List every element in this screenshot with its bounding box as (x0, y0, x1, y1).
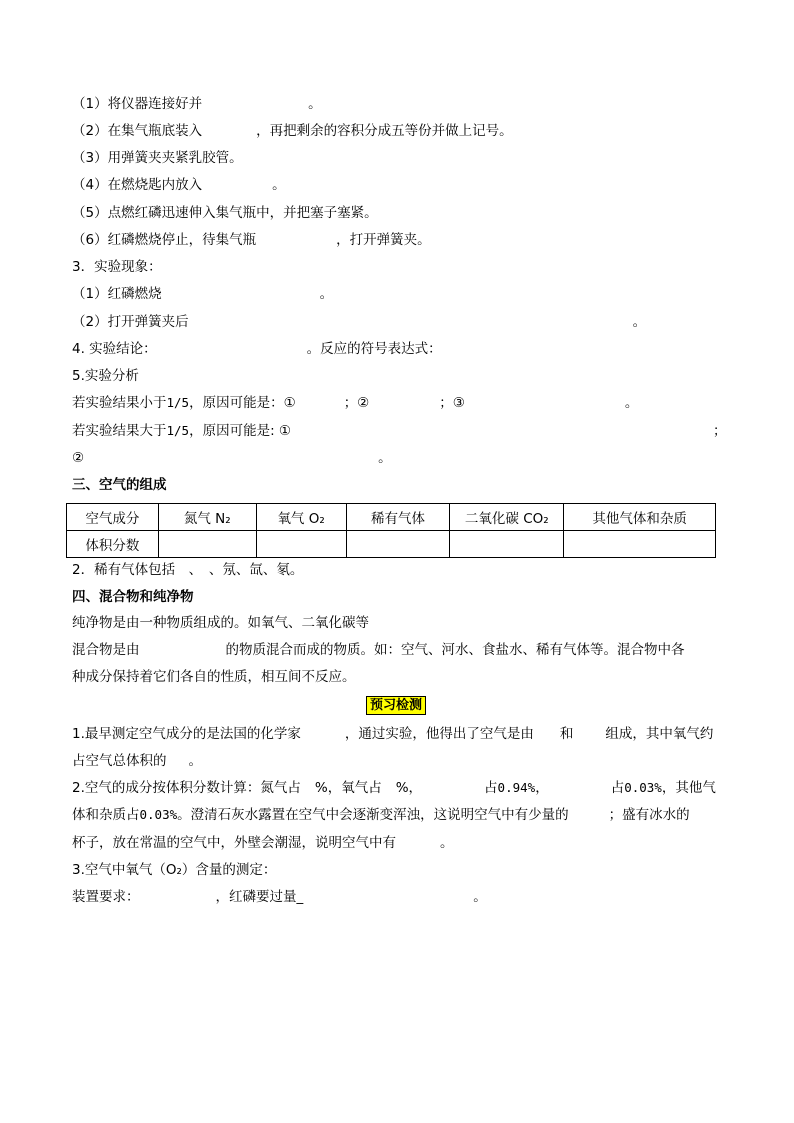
analysis-less (72, 394, 638, 412)
question-2-cont (72, 806, 690, 824)
question-1-cont (72, 752, 202, 770)
analysis-more-frac: 1/5 (166, 423, 190, 438)
q3-req: 装置要求： (72, 889, 140, 905)
step-3-text: （3）用弹簧夹夹紧乳胶管。 (72, 150, 243, 166)
q1-f: 。 (188, 753, 202, 769)
table-header-cell: 其他气体和杂质 (564, 504, 716, 531)
table-cell-blank[interactable] (564, 531, 716, 558)
section-4-title: 四、混合物和纯净物 (72, 589, 194, 605)
analysis-less-b: ，原因可能是：① (189, 395, 296, 411)
step-4-text: （4）在燃烧匙内放入 (72, 177, 203, 193)
question-2-cont-2 (72, 834, 454, 852)
q1-e: 占空气总体积的 (72, 753, 167, 769)
phenomena-1-end: 。 (319, 286, 334, 302)
q2-j: ；盛有冰水的 (608, 807, 690, 823)
step-3 (72, 149, 243, 167)
analysis-title: 5.实验分析 (72, 368, 139, 384)
pure-substance-definition: 纯净物是由一种物质组成的。如氧气、二氧化碳等 (72, 615, 369, 631)
question-3: 3.空气中氧气（O₂）含量的测定： (72, 862, 277, 878)
mixture-a: 混合物是由 (72, 642, 140, 658)
q2-i: 。澄清石灰水露置在空气中会逐渐变浑浊，这说明空气中有少量的 (177, 807, 569, 823)
q1-a: 1.最早测定空气成分的是法国的化学家 (72, 726, 301, 742)
q2-k: 杯子，放在常温的空气中，外壁会潮湿，说明空气中有 (72, 835, 396, 851)
step-1-text: （1）将仪器连接好并 (72, 96, 203, 112)
q3-req-b: ，红磷要过量_ (215, 889, 304, 905)
table-header-row (67, 504, 716, 531)
mixture-b: 的物质混合而成的物质。如：空气、河水、食盐水、稀有气体等。混合物中各 (225, 642, 685, 658)
q2-f: 占 (610, 780, 625, 796)
q2-f-val: 0.03% (624, 780, 662, 795)
q2-c: %， (395, 780, 423, 796)
table-cell-blank[interactable] (256, 531, 346, 558)
step-6-text-b: ，打开弹簧夹。 (336, 232, 431, 248)
phenomena-title: 3．实验现象： (72, 259, 162, 275)
phenomena-1 (72, 285, 333, 303)
analysis-less-a: 若实验结果小于 (72, 395, 167, 411)
step-1-end: 。 (308, 96, 322, 112)
table-header-cell: 氧气 O₂ (256, 504, 346, 531)
phenomena-2 (72, 313, 646, 331)
noble-gases-note: 2．稀有气体包括 、 、氖、氙、氡。 (72, 562, 304, 578)
conclusion-label: 4. 实验结论： (72, 341, 157, 357)
table-cell-blank[interactable] (450, 531, 564, 558)
analysis-more-a: 若实验结果大于 (72, 423, 167, 439)
conclusion-equation-label: 。反应的符号表达式： (306, 341, 442, 357)
q3-req-end: 。 (473, 889, 487, 905)
table-header-cell: 氮气 N₂ (158, 504, 256, 531)
table-cell-blank[interactable] (158, 531, 256, 558)
q2-d: 占 (484, 780, 498, 796)
question-2 (72, 779, 716, 797)
q2-b: %，氧气占 (314, 780, 382, 796)
section-3-title: 三、空气的组成 (72, 477, 167, 493)
analysis-more-2-label: ② (72, 450, 85, 466)
phenomena-2-end: 。 (632, 314, 647, 330)
analysis-less-d: ；③ (439, 395, 465, 411)
analysis-less-c: ；② (343, 395, 370, 411)
q2-g: ，其他气 (661, 780, 716, 796)
table-cell-blank[interactable] (346, 531, 450, 558)
question-3-requirement (72, 888, 487, 906)
step-2-text-a: （2）在集气瓶底装入 (72, 123, 203, 139)
analysis-less-end: 。 (624, 395, 639, 411)
analysis-more-semicolon: ； (713, 423, 727, 439)
conclusion (72, 340, 442, 358)
question-1 (72, 725, 713, 743)
phenomena-1-text: （1）红磷燃烧 (72, 286, 162, 302)
table-header-cell: 空气成分 (67, 504, 159, 531)
analysis-more-end: 。 (378, 450, 392, 466)
q1-b: ，通过实验，他得出了空气是由 (344, 726, 534, 742)
q1-c: 和 (559, 726, 574, 742)
step-2 (72, 122, 513, 140)
q2-a: 2.空气的成分按体积分数计算：氮气占 (72, 780, 301, 796)
air-composition-table (66, 503, 716, 558)
table-row (67, 531, 716, 558)
analysis-less-frac: 1/5 (166, 395, 190, 410)
table-header-cell: 二氧化碳 CO₂ (450, 504, 564, 531)
q2-e: ， (535, 780, 549, 796)
table-row-label: 体积分数 (67, 531, 159, 558)
analysis-more-b: ，原因可能是: ① (189, 423, 292, 439)
phenomena-2-text: （2）打开弹簧夹后 (72, 314, 189, 330)
mixture-definition-cont: 种成分保持着它们各自的性质，相互间不反应。 (72, 669, 356, 685)
step-2-text-b: ，再把剩余的容积分成五等份并做上记号。 (256, 123, 513, 139)
analysis-more (72, 422, 291, 440)
q1-d: 组成，其中氧气约 (605, 726, 714, 742)
step-1 (72, 95, 322, 113)
preview-check-badge: 预习检测 (366, 696, 426, 715)
table-header-cell: 稀有气体 (346, 504, 450, 531)
mixture-definition (72, 641, 685, 659)
step-4 (72, 176, 286, 194)
q2-d-val: 0.94% (497, 780, 536, 795)
step-6 (72, 231, 431, 249)
q2-h-val: 0.03% (139, 807, 178, 822)
analysis-more-2 (72, 449, 392, 467)
step-5 (72, 204, 378, 222)
q2-l: 。 (440, 835, 454, 851)
step-4-end: 。 (272, 177, 286, 193)
step-5-text: （5）点燃红磷迅速伸入集气瓶中，并把塞子塞紧。 (72, 205, 378, 221)
step-6-text-a: （6）红磷燃烧停止，待集气瓶 (72, 232, 257, 248)
q2-h: 体和杂质占 (72, 807, 140, 823)
